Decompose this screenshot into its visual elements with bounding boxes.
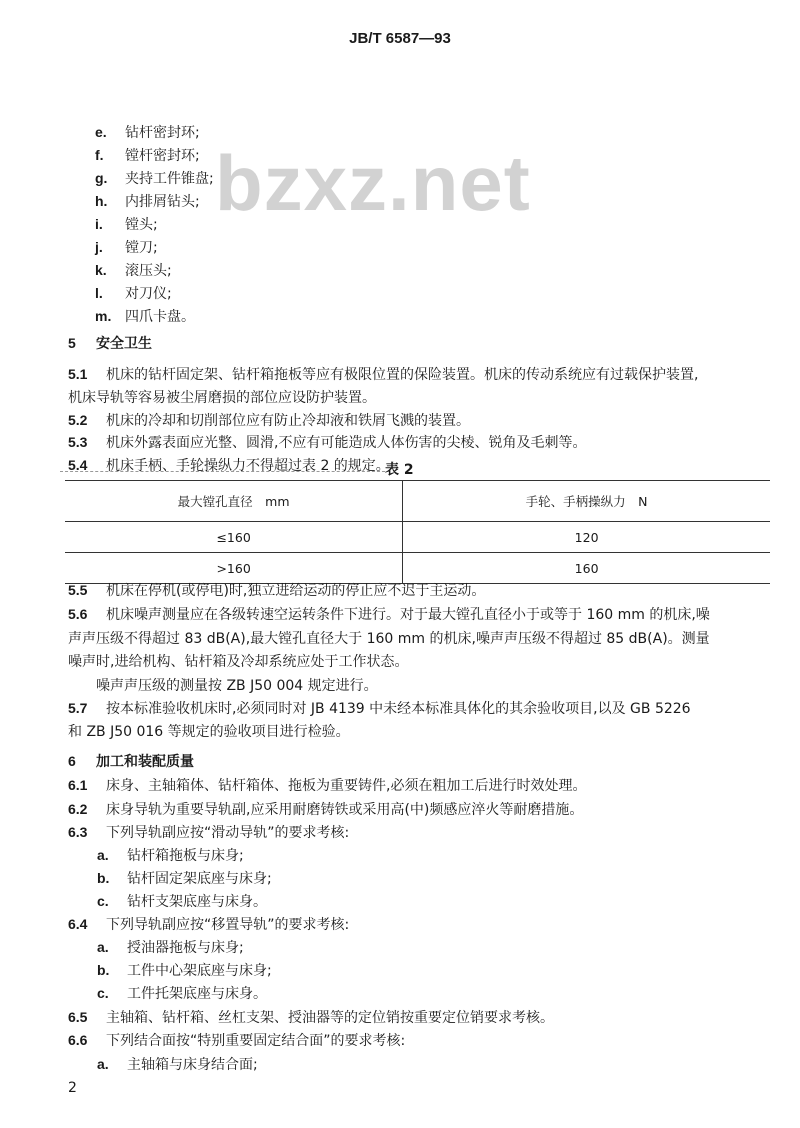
clause-5-4: 5.4 机床手柄、手轮操纵力不得超过表 2 的规定。 — [68, 457, 390, 474]
clause-5-3: 5.3 机床外露表面应光整、圆滑,不应有可能造成人体伤害的尖棱、锐角及毛刺等。 — [68, 434, 587, 451]
list-item: h. 内排屑钻头; — [95, 193, 200, 210]
table-cell: 160 — [403, 553, 770, 584]
list-item: a. 授油器拖板与床身; — [97, 939, 244, 956]
list-item: b. 工件中心架底座与床身; — [97, 962, 272, 979]
list-item: b. 钻杆固定架底座与床身; — [97, 870, 272, 887]
clause-5-6: 5.6 机床噪声测量应在各级转速空运转条件下进行。对于最大镗孔直径小于或等于 160 mm 的机床,噪 — [68, 606, 710, 623]
list-item: c. 钻杆支架底座与床身。 — [97, 893, 267, 910]
clause-5-5: 5.5 机床在停机(或停电)时,独立进给运动的停止应不迟于主运动。 — [68, 582, 486, 599]
table-2 — [65, 480, 770, 584]
list-item: a. 主轴箱与床身结合面; — [97, 1056, 258, 1073]
clause-text: 机床导轨等容易被尘屑磨损的部位应设防护装置。 — [68, 390, 376, 406]
page-number: 2 — [68, 1080, 77, 1096]
table-cell: >160 — [65, 553, 403, 584]
clause-6-5: 6.5 主轴箱、钻杆箱、丝杠支架、授油器等的定位销按重要定位销要求考核。 — [68, 1009, 554, 1026]
table-row — [65, 553, 770, 584]
list-item: k. 滚压头; — [95, 262, 172, 279]
list-item: c. 工件托架底座与床身。 — [97, 985, 267, 1002]
clause-5-2: 5.2 机床的冷却和切削部位应有防止冷却液和铁屑飞溅的装置。 — [68, 412, 470, 429]
clause-6-4: 6.4 下列导轨副应按“移置导轨”的要求考核: — [68, 916, 350, 933]
clause-text: 噪声声压级的测量按 ZB J50 004 规定进行。 — [96, 678, 378, 694]
table-cell: ≤160 — [65, 522, 403, 553]
clause-text: 和 ZB J50 016 等规定的验收项目进行检验。 — [68, 724, 350, 740]
clause-5-7: 5.7 按本标准验收机床时,必须同时对 JB 4139 中未经本标准具体化的其余验收项目,以及 GB 5226 — [68, 700, 691, 717]
table-header-row — [65, 481, 770, 522]
table-cell: 120 — [403, 522, 770, 553]
watermark: bzxz.net — [215, 139, 531, 227]
list-item: a. 钻杆箱拖板与床身; — [97, 847, 244, 864]
table-row — [65, 522, 770, 553]
section-heading: 6 加工和装配质量 — [68, 753, 194, 770]
list-item: i. 镗头; — [95, 216, 158, 233]
table-header-cell: 手轮、手柄操纵力 N — [403, 481, 770, 522]
list-item: g. 夹持工件锥盘; — [95, 170, 214, 187]
clause-6-6: 6.6 下列结合面按“特别重要固定结合面”的要求考核: — [68, 1032, 406, 1049]
clause-text: 声声压级不得超过 83 dB(A),最大镗孔直径大于 160 mm 的机床,噪声声压级不得超过 85 dB(A)。测量 — [68, 631, 710, 647]
list-item: e. 钻杆密封环; — [95, 124, 200, 141]
list-item: f. 镗杆密封环; — [95, 147, 200, 164]
list-item: m. 四爪卡盘。 — [95, 308, 195, 325]
table-header-cell: 最大镗孔直径 mm — [65, 481, 403, 522]
document-header: JB/T 6587—93 — [349, 30, 451, 47]
table-title: 表 2 — [385, 462, 414, 478]
clause-text: 噪声时,进给机构、钻杆箱及冷却系统应处于工作状态。 — [68, 654, 409, 670]
clause-6-1: 6.1 床身、主轴箱体、钻杆箱体、拖板为重要铸件,必须在粗加工后进行时效处理。 — [68, 777, 587, 794]
clause-6-3: 6.3 下列导轨副应按“滑动导轨”的要求考核: — [68, 824, 350, 841]
divider — [60, 471, 390, 472]
clause-6-2: 6.2 床身导轨为重要导轨副,应采用耐磨铸铁或采用高(中)频感应淬火等耐磨措施。 — [68, 801, 584, 818]
clause-5-1: 5.1 机床的钻杆固定架、钻杆箱拖板等应有极限位置的保险装置。机床的传动系统应有过载保护装置, — [68, 366, 699, 383]
section-heading: 5 安全卫生 — [68, 335, 152, 352]
list-item: l. 对刀仪; — [95, 285, 172, 302]
list-item: j. 镗刀; — [95, 239, 158, 256]
